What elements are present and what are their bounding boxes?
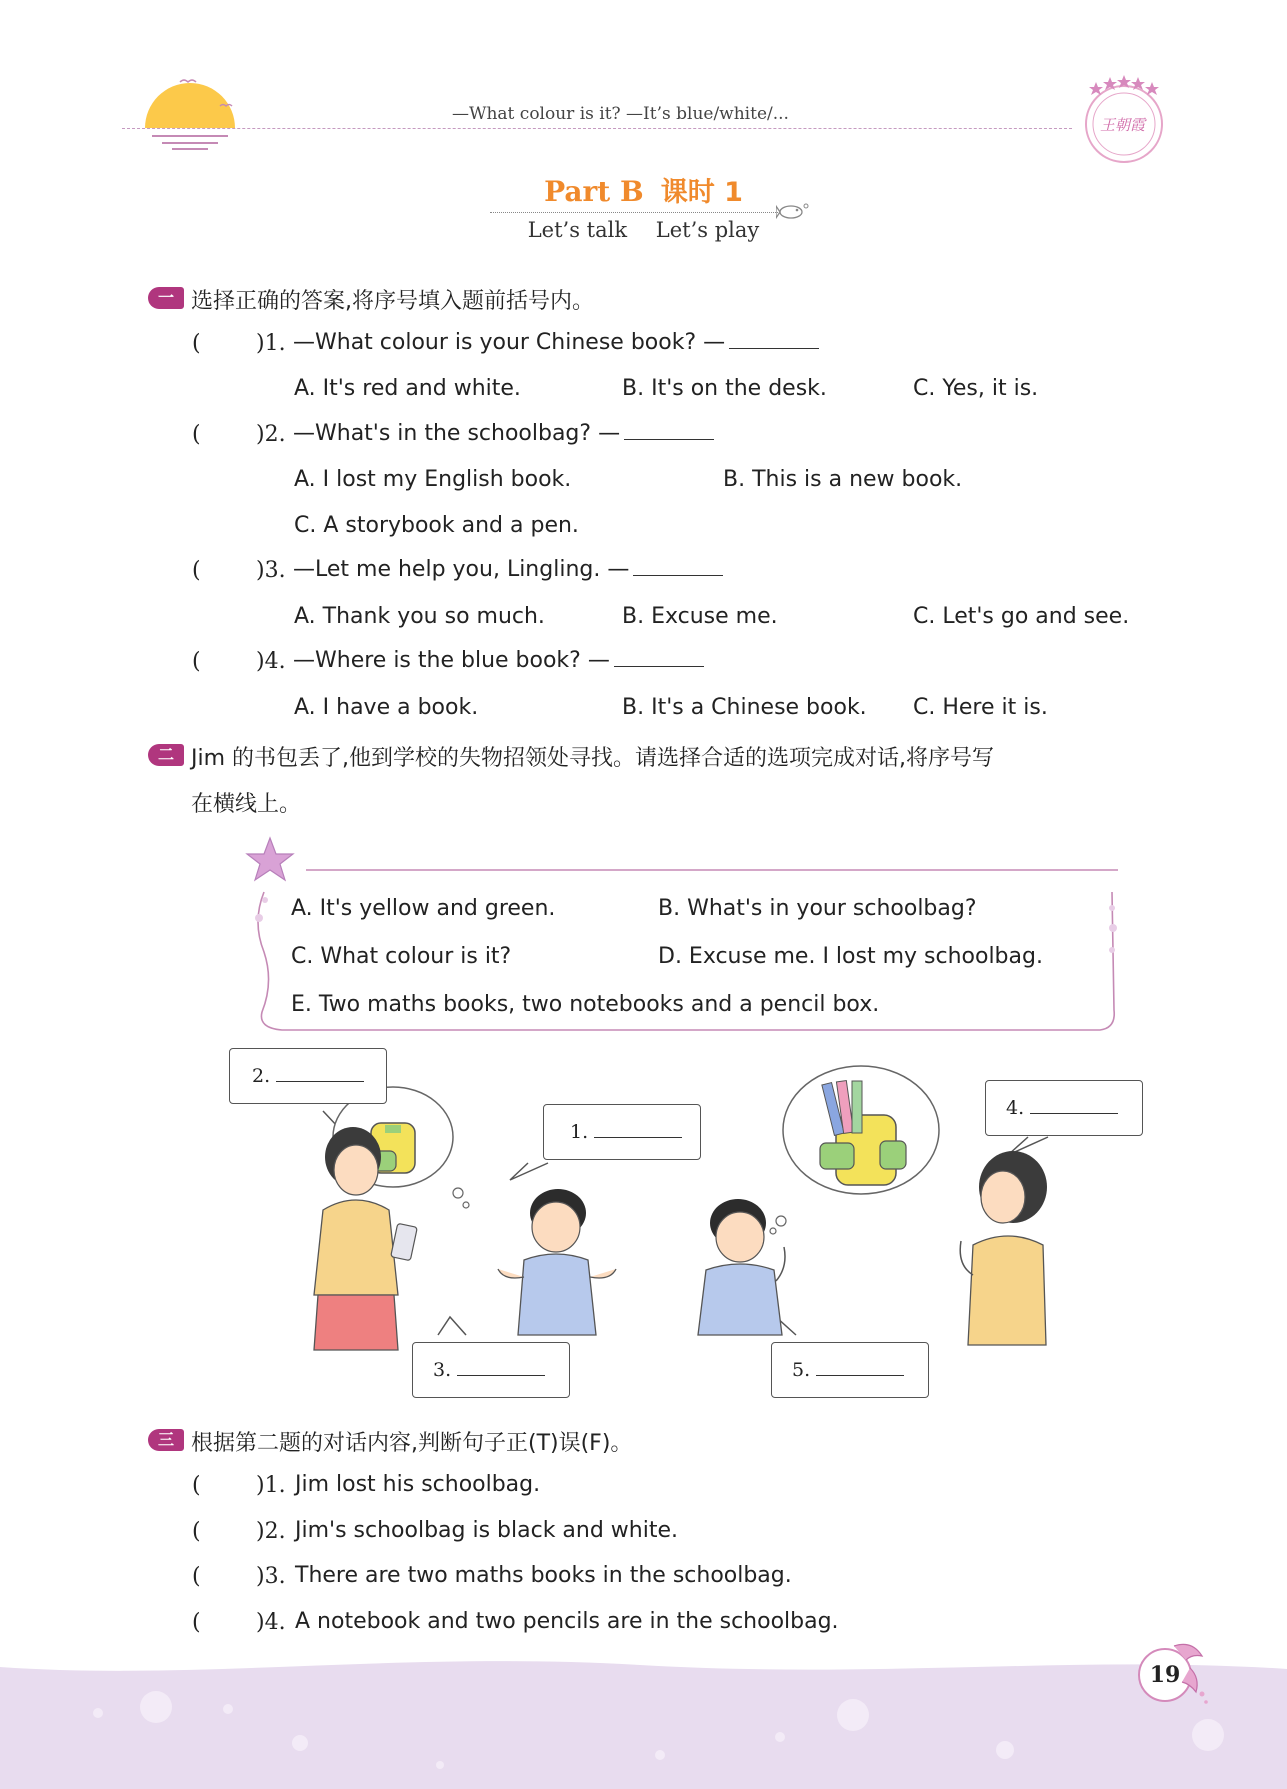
answer-blank[interactable] [624,421,714,440]
option-c: C. Yes, it is. [913,376,1039,401]
item-number: )1. [256,1473,286,1498]
box-option-d: D. Excuse me. I lost my schoolbag. [658,944,1043,969]
section2-instruction-line1: Jim 的书包丢了,他到学校的失物招领处寻找。请选择合适的选项完成对话,将序号写 [191,746,995,771]
box-option-c: C. What colour is it? [291,944,512,969]
option-b: B. It's a Chinese book. [622,695,867,720]
page-number: 19 [1149,1662,1181,1688]
answer-paren[interactable]: ( [192,422,201,447]
section1-instruction: 选择正确的答案,将序号填入题前括号内。 [191,289,594,314]
answer-paren[interactable]: ( [192,331,201,356]
statement-text: Jim's schoolbag is black and white. [295,1518,679,1543]
answer-paren[interactable]: ( [192,558,201,583]
lets-play: Let’s play [655,218,760,242]
answer-paren[interactable]: ( [192,1610,201,1635]
lets-talk: Let’s talk [527,218,628,242]
question-text: —What's in the schoolbag? — [293,421,714,446]
statement-text: Jim lost his schoolbag. [295,1472,541,1497]
footer-wave [0,1655,1287,1789]
question-number: )2. [256,422,286,447]
bubble-blank[interactable] [276,1061,364,1082]
option-b: B. It's on the desk. [622,376,827,401]
section2-badge: 二 [148,744,184,766]
question-number: )3. [256,558,286,583]
option-b: B. This is a new book. [723,467,963,492]
logo-text: 王朝霞 [1100,116,1146,134]
bubble-blank[interactable] [816,1355,904,1376]
lesson-subtitle [0,218,1287,242]
title-dotted-rule [490,212,780,213]
section1-badge: 一 [148,287,184,309]
option-a: A. Thank you so much. [294,604,545,629]
option-c: C. Let's go and see. [913,604,1130,629]
box-option-e: E. Two maths books, two notebooks and a pencil box. [291,992,880,1017]
bubble-blank[interactable] [457,1355,545,1376]
item-number: )4. [256,1610,286,1635]
statement-text: A notebook and two pencils are in the schoolbag. [295,1609,839,1634]
question-text: —Let me help you, Lingling. — [293,557,723,582]
question-text: —Where is the blue book? — [293,648,704,673]
question-number: )4. [256,649,286,674]
question-text: —What colour is your Chinese book? — [293,330,819,355]
answer-blank[interactable] [729,330,819,349]
option-c: C. A storybook and a pen. [294,513,579,538]
answer-paren[interactable]: ( [192,649,201,674]
item-number: )3. [256,1564,286,1589]
speech-bubble-4: 4. [985,1080,1143,1136]
header-rule [122,128,1072,129]
speech-bubble-3: 3. [412,1342,570,1398]
statement-text: There are two maths books in the schoolbag. [295,1563,792,1588]
lesson-title [0,170,1287,209]
speech-bubble-5: 5. [771,1342,929,1398]
answer-paren[interactable]: ( [192,1473,201,1498]
header [0,0,1287,170]
section3-instruction: 根据第二题的对话内容,判断句子正(T)误(F)。 [191,1431,633,1456]
part-label: Part B [544,175,644,208]
question-number: )1. [256,331,286,356]
option-a: A. It's red and white. [294,376,521,401]
item-number: )2. [256,1519,286,1544]
option-a: A. I lost my English book. [294,467,572,492]
answer-blank[interactable] [614,648,704,667]
speech-bubble-1: 1. [543,1104,701,1160]
sun-icon [140,76,240,156]
bubble-blank[interactable] [1030,1093,1118,1114]
box-option-a: A. It's yellow and green. [291,896,556,921]
bubble-blank[interactable] [594,1117,682,1138]
answer-paren[interactable]: ( [192,1519,201,1544]
option-b: B. Excuse me. [622,604,778,629]
section3-badge: 三 [148,1429,184,1451]
box-option-b: B. What's in your schoolbag? [658,896,977,921]
answer-blank[interactable] [633,557,723,576]
speech-bubble-2: 2. [229,1048,387,1104]
option-c: C. Here it is. [913,695,1048,720]
answer-paren[interactable]: ( [192,1564,201,1589]
lesson-label: 课时 1 [660,177,743,208]
section2-instruction-line2: 在横线上。 [191,792,302,817]
option-a: A. I have a book. [294,695,479,720]
header-subtitle: —What colour is it? —It’s blue/white/... [452,104,789,124]
